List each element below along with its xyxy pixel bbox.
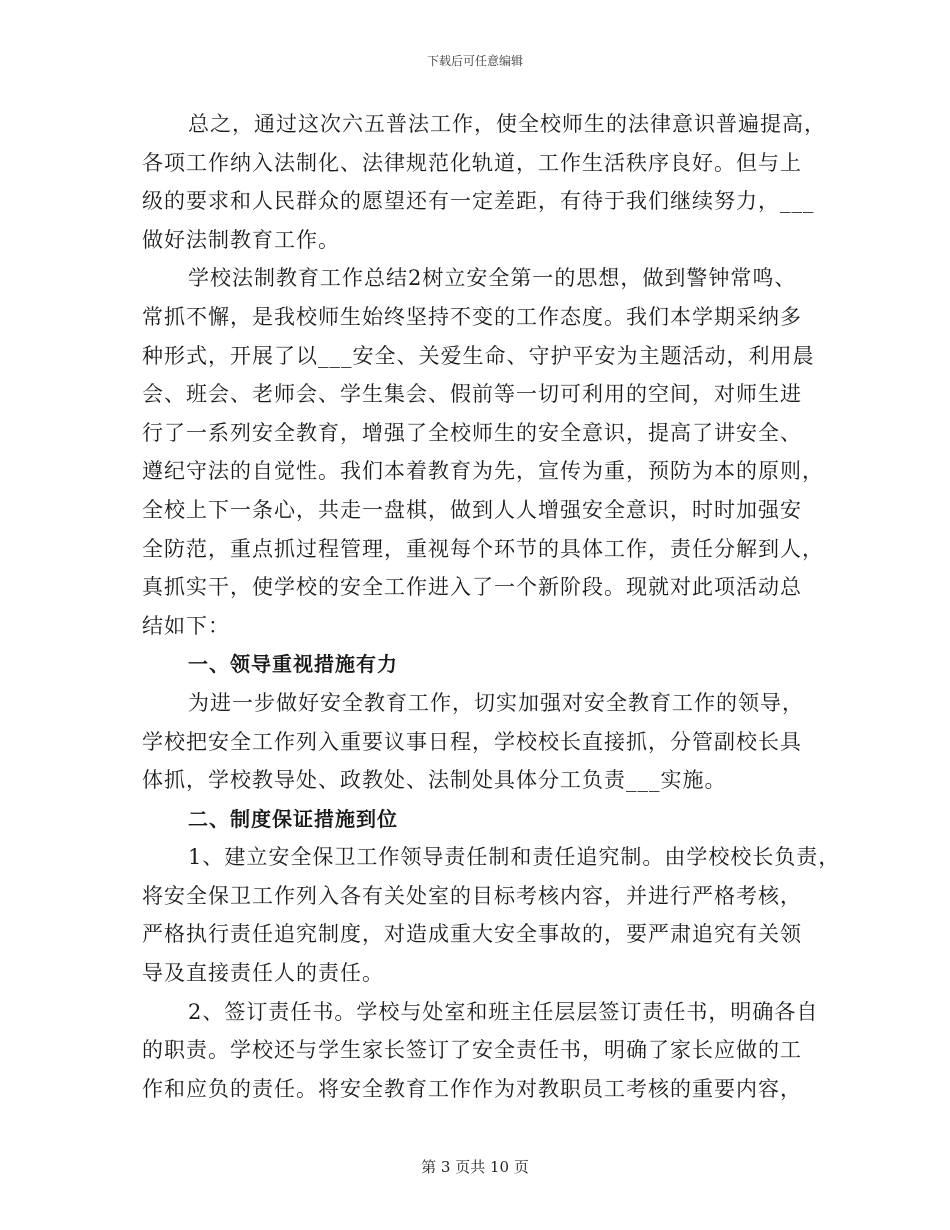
- text-line: 总之，通过这次六五普法工作，使全校师生的法律意识普遍提高，: [188, 112, 826, 136]
- text-line: 真抓实干，使学校的安全工作进入了一个新阶段。现就对此项活动总: [142, 575, 802, 600]
- text-line: 将安全保卫工作列入各有关处室的目标考核内容，并进行严格考核，: [142, 883, 802, 908]
- section-heading: 二、制度保证措施到位: [188, 806, 398, 831]
- text-line: 严格执行责任追究制度，对造成重大安全事故的，要严肃追究有关领: [142, 922, 802, 947]
- text-line: 各项工作纳入法制化、法律规范化轨道，工作生活秩序良好。但与上: [142, 150, 802, 175]
- text-line: 全校上下一条心，共走一盘棋，做到人人增强安全意识，时时加强安: [142, 497, 802, 522]
- text-line: 1、建立安全保卫工作领导责任制和责任追究制。由学校校长负责，: [188, 845, 841, 870]
- text-line: 种形式，开展了以___安全、关爱生命、守护平安为主题活动，利用晨: [142, 343, 815, 368]
- text-line: 做好法制教育工作。: [142, 227, 340, 252]
- text-line: 会、班会、老师会、学生集会、假前等一切可利用的空间，对师生进: [142, 382, 802, 407]
- page-header: 下载后可任意编辑: [426, 54, 523, 68]
- section-heading: 一、领导重视措施有力: [188, 652, 398, 677]
- text-line: 2、签订责任书。学校与处室和班主任层层签订责任书，明确各自: [188, 999, 819, 1024]
- document-body: [142, 105, 841, 1108]
- text-line: 体抓，学校教导处、政教处、法制处具体分工负责___实施。: [142, 768, 727, 793]
- text-line: 为进一步做好安全教育工作，切实加强对安全教育工作的领导，: [188, 690, 804, 715]
- text-line: 导及直接责任人的责任。: [142, 961, 384, 986]
- text-line: 学校法制教育工作总结2树立安全第一的思想，做到警钟常鸣、: [188, 266, 797, 291]
- text-line: 常抓不懈，是我校师生始终坚持不变的工作态度。我们本学期采纳多: [142, 304, 802, 329]
- text-line: 的职责。学校还与学生家长签订了安全责任书，明确了家长应做的工: [142, 1038, 802, 1063]
- page-footer: 第 3 页共 10 页: [421, 1158, 529, 1176]
- text-line: 级的要求和人民群众的愿望还有一定差距，有待于我们继续努力，___: [142, 189, 815, 214]
- text-line: 全防范，重点抓过程管理，重视每个环节的具体工作，责任分解到人，: [142, 536, 824, 561]
- text-line: 遵纪守法的自觉性。我们本着教育为先，宣传为重，预防为本的原则，: [142, 459, 824, 484]
- text-line: 结如下：: [142, 613, 230, 638]
- text-line: 学校把安全工作列入重要议事日程，学校校长直接抓，分管副校长具: [142, 729, 802, 754]
- text-line: 作和应负的责任。将安全教育工作作为对教职员工考核的重要内容，: [142, 1076, 802, 1101]
- text-line: 行了一系列安全教育，增强了全校师生的安全意识，提高了讲安全、: [142, 420, 802, 445]
